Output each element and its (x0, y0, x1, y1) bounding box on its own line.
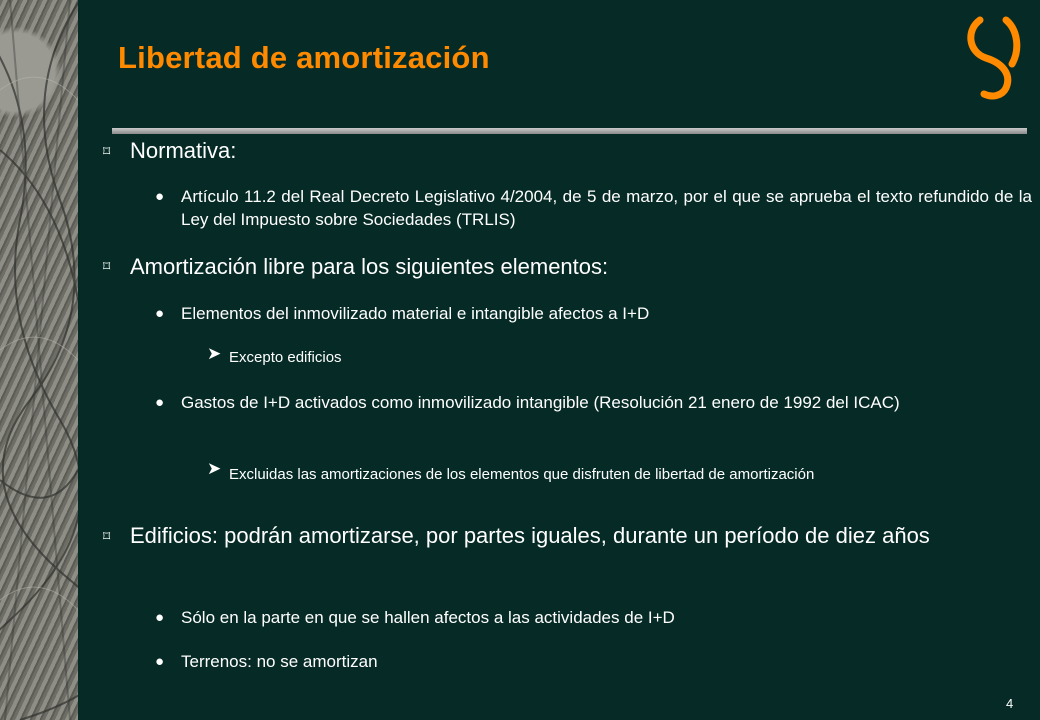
bullet-l1-icon: ⌑ (103, 528, 111, 544)
title-divider (112, 128, 1027, 134)
item-elementos-inmovilizado: Elementos del inmovilizado material e intangible afectos a I+D (181, 304, 650, 323)
bullet-l2-icon: ● (155, 305, 165, 322)
item-excluidas: Excluidas las amortizaciones de los elementos que disfruten de libertad de amortización (229, 466, 815, 483)
page-number: 4 (1006, 696, 1014, 711)
bullet-l2-icon: ● (155, 188, 165, 205)
bullet-l1-icon: ⌑ (103, 143, 111, 159)
bullet-l1-icon: ⌑ (103, 258, 111, 274)
slide-title: Libertad de amortización (118, 40, 490, 75)
decorative-side-strip (0, 0, 78, 720)
item-amortizacion-libre: Amortización libre para los siguientes elementos: (130, 254, 609, 279)
bullet-l2-icon: ● (155, 394, 165, 411)
bullet-l2-icon: ● (155, 609, 165, 626)
item-terrenos: Terrenos: no se amortizan (181, 652, 378, 671)
item-excepto-edificios: Excepto edificios (229, 349, 342, 366)
side-strip-pattern-icon (0, 0, 78, 720)
item-gastos-id: Gastos de I+D activados como inmovilizado intangible (Resolución 21 enero de 1992 del ICAC) (181, 393, 900, 412)
item-articulo: Artículo 11.2 del Real Decreto Legislativo 4/2004, de 5 de marzo, por el que se aprueba el texto refundido de la Ley del Impuesto sobre Sociedades (TRLIS) (181, 187, 1032, 229)
logo-icon (962, 8, 1032, 100)
item-normativa: Normativa: (130, 138, 237, 163)
item-edificios: Edificios: podrán amortizarse, por partes iguales, durante un período de diez años (130, 523, 930, 548)
bullet-l2-icon: ● (155, 653, 165, 670)
bullet-l3-icon: ➤ (207, 344, 222, 363)
item-solo-parte: Sólo en la parte en que se hallen afectos a las actividades de I+D (181, 608, 675, 627)
bullet-l3-icon: ➤ (207, 459, 222, 478)
